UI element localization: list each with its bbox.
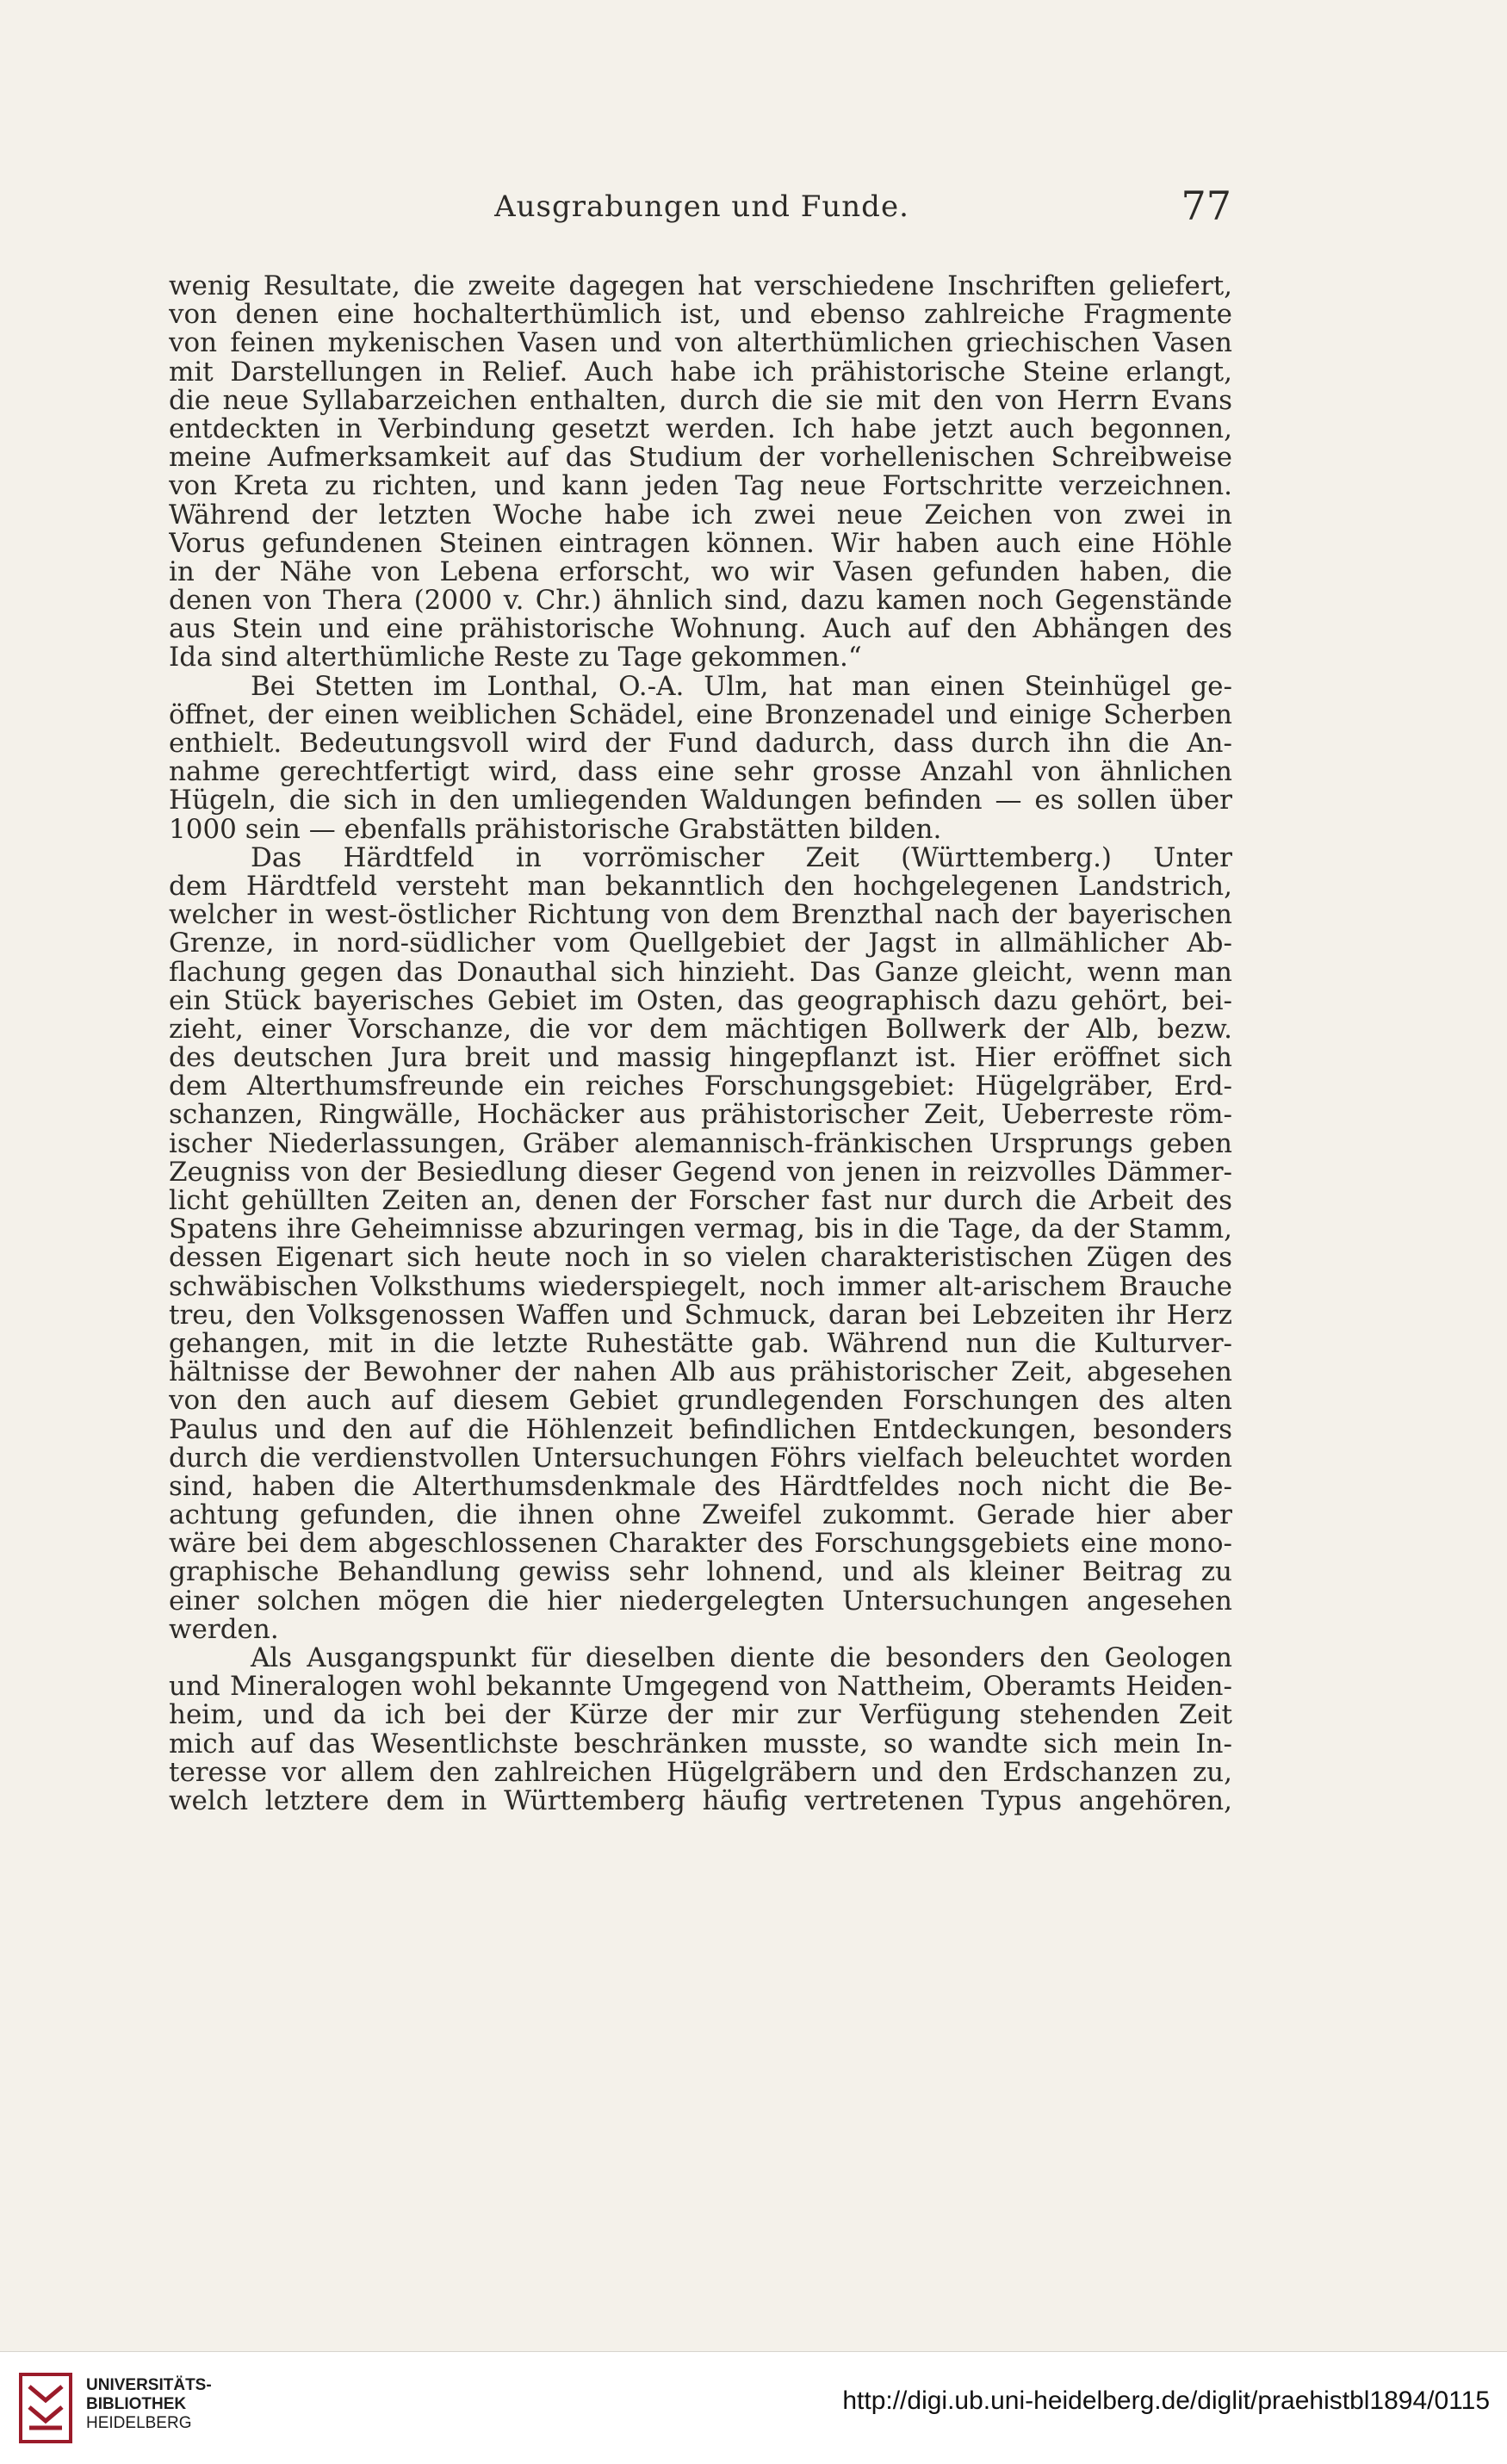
text-line: welcher in west-östlicher Richtung von dem Brenzthal nach der bayerischen [169,901,1232,930]
text-line: durch die verdienstvollen Untersuchungen Föhrs vielfach beleuchtet worden [169,1443,1232,1473]
text-line: Ida sind alterthümliche Reste zu Tage gekommen.“ [169,643,862,673]
text-line: teresse vor allem den zahlreichen Hügelgräbern und den Erdschanzen zu, [169,1758,1232,1787]
text-line: achtung gefunden, die ihnen ohne Zweifel zukommt. Gerade hier aber [169,1501,1232,1530]
text-line: schwäbischen Volksthums wiederspiegelt, noch immer alt-arischem Brauche [169,1272,1232,1301]
text-line: Das Härdtfeld in vorrömischer Zeit (Württemberg.) Unter [251,843,1232,872]
text-line: Während der letzten Woche habe ich zwei neue Zeichen von zwei in [169,500,1232,530]
text-line: Als Ausgangspunkt für dieselben diente die besonders den Geologen [251,1644,1232,1673]
text-line: des deutschen Jura breit und massig hingepflanzt ist. Hier eröffnet sich [169,1044,1232,1073]
running-header [172,181,1231,233]
logo-line-1: UNIVERSITÄTS- [86,2376,212,2394]
text-line: von feinen mykenischen Vasen und von alterthümlichen griechischen Vasen [169,329,1232,358]
text-line: graphische Behandlung gewiss sehr lohnend, und als kleiner Beitrag zu [169,1558,1232,1587]
text-line: 1000 sein — ebenfalls prähistorische Grabstätten bilden. [169,815,942,844]
text-line: heim, und da ich bei der Kürze der mir zur Verfügung stehenden Zeit [169,1701,1232,1730]
text-line: entdeckten in Verbindung gesetzt werden. Ich habe jetzt auch begonnen, [169,414,1232,444]
text-line: nahme gerechtfertigt wird, dass eine sehr grosse Anzahl von ähnlichen [169,758,1232,787]
text-line: Grenze, in nord-südlicher vom Quellgebiet der Jagst in allmählicher Ab- [169,929,1232,959]
text-line: wäre bei dem abgeschlossenen Charakter des Forschungsgebiets eine mono- [169,1530,1232,1559]
text-line: Paulus und den auf die Höhlenzeit befindlichen Entdeckungen, besonders [169,1415,1232,1444]
text-line: in der Nähe von Lebena erforscht, wo wir Vasen gefunden haben, die [169,557,1232,587]
text-line: von den auch auf diesem Gebiet grundlegenden Forschungen des alten [169,1387,1232,1416]
text-line: aus Stein und eine prähistorische Wohnung. Auch auf den Abhängen des [169,615,1232,644]
body-text [169,272,1232,1815]
text-line: mit Darstellungen in Relief. Auch habe ich prähistorische Steine erlangt, [169,357,1232,387]
text-line: einer solchen mögen die hier niedergelegten Untersuchungen angesehen [169,1586,1232,1616]
text-line: flachung gegen das Donauthal sich hinzieht. Das Ganze gleicht, wenn man [169,958,1232,987]
page-number: 77 [1181,183,1231,229]
library-logo-text [86,2376,212,2433]
text-line: dessen Eigenart sich heute noch in so vielen charakteristischen Zügen des [169,1244,1232,1273]
text-line: Hügeln, die sich in den umliegenden Waldungen befinden — es sollen über [169,786,1232,816]
text-line: werden. [169,1615,279,1644]
text-line: die neue Syllabarzeichen enthalten, durch die sie mit den von Herrn Evans [169,386,1232,415]
text-line: treu, den Volksgenossen Waffen und Schmuck, daran bei Lebzeiten ihr Herz [169,1300,1232,1330]
text-line: Vorus gefundenen Steinen eintragen können. Wir haben auch eine Höhle [169,529,1232,558]
logo-line-3: HEIDELBERG [86,2414,192,2432]
source-url-link[interactable]: http://digi.ub.uni-heidelberg.de/diglit/praehistbl1894/0115 [842,2386,1490,2415]
text-line: Spatens ihre Geheimnisse abzuringen vermag, bis in die Tage, da der Stamm, [169,1215,1232,1244]
text-line: enthielt. Bedeutungsvoll wird der Fund dadurch, dass durch ihn die An- [169,729,1232,759]
text-line: gehangen, mit in die letzte Ruhestätte gab. Während nun die Kulturver- [169,1329,1232,1359]
text-line: sind, haben die Alterthumsdenkmale des Härdtfeldes noch nicht die Be- [169,1472,1232,1502]
text-line: mich auf das Wesentlichste beschränken musste, so wandte sich mein In- [169,1729,1232,1759]
header-title: Ausgrabungen und Funde. [494,189,909,224]
text-line: öffnet, der einen weiblichen Schädel, eine Bronzenadel und einige Scherben [169,700,1232,729]
text-line: zieht, einer Vorschanze, die vor dem mächtigen Bollwerk der Alb, bezw. [169,1015,1232,1045]
text-line: Zeugniss von der Besiedlung dieser Gegend von jenen in reizvolles Dämmer- [169,1158,1232,1187]
text-line: ein Stück bayerisches Gebiet im Osten, das geographisch dazu gehört, bei- [169,986,1232,1015]
text-line: dem Alterthumsfreunde ein reiches Forschungsgebiet: Hügelgräber, Erd- [169,1072,1232,1102]
text-line: von denen eine hochalterthümlich ist, und ebenso zahlreiche Fragmente [169,301,1232,330]
text-line: von Kreta zu richten, und kann jeden Tag neue Fortschritte verzeichnen. [169,472,1232,501]
text-line: hältnisse der Bewohner der nahen Alb aus prähistorischer Zeit, abgesehen [169,1358,1232,1387]
text-line: licht gehüllten Zeiten an, denen der Forscher fast nur durch die Arbeit des [169,1187,1232,1216]
text-line: wenig Resultate, die zweite dagegen hat verschiedene Inschriften geliefert, [169,272,1232,301]
text-line: meine Aufmerksamkeit auf das Studium der vorhellenischen Schreibweise [169,444,1232,473]
logo-line-2: BIBLIOTHEK [86,2395,187,2413]
text-line: ischer Niederlassungen, Gräber alemannisch-fränkischen Ursprungs geben [169,1129,1232,1158]
text-line: welch letztere dem in Württemberg häufig vertretenen Typus angehören, [169,1786,1232,1816]
text-line: dem Härdtfeld versteht man bekanntlich den hochgelegenen Landstrich, [169,872,1232,902]
text-line: schanzen, Ringwälle, Hochäcker aus prähistorischer Zeit, Ueberreste röm- [169,1101,1232,1130]
library-footer [0,2351,1507,2464]
text-line: und Mineralogen wohl bekannte Umgegend von Nattheim, Oberamts Heiden- [169,1673,1232,1702]
text-line: Bei Stetten im Lonthal, O.-A. Ulm, hat man einen Steinhügel ge- [251,672,1232,701]
library-logo-icon [16,2369,76,2447]
text-line: denen von Thera (2000 v. Chr.) ähnlich sind, dazu kamen noch Gegenstände [169,587,1232,616]
